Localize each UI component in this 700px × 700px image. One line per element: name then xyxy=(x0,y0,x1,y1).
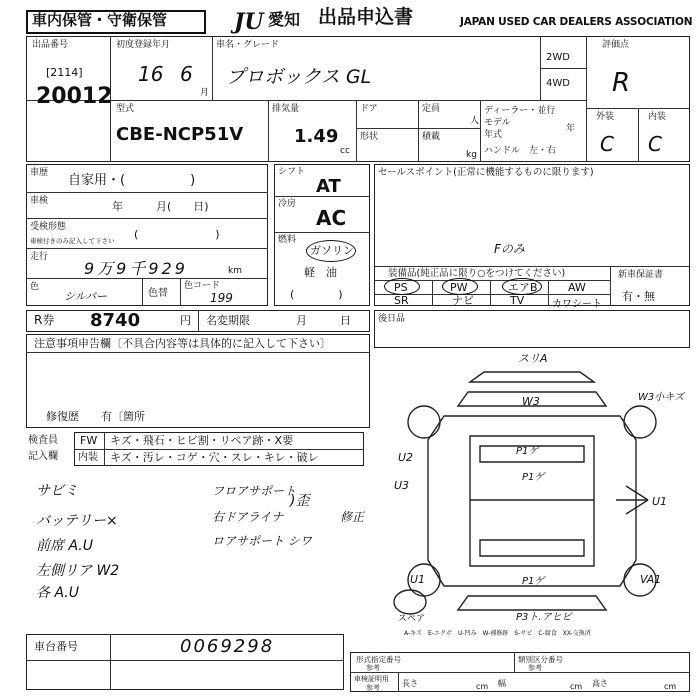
int-value: C xyxy=(648,132,662,156)
note-repair: 修正 xyxy=(340,510,365,524)
inspect-value: 年 月( 日) xyxy=(112,200,209,213)
cm-unit-1: cm xyxy=(476,682,489,691)
equip-ps-circle xyxy=(384,278,420,295)
color-label: 色 xyxy=(30,282,40,292)
cm-unit-3: cm xyxy=(664,682,677,691)
chassis-value: 0069298 xyxy=(180,636,275,657)
chassis-label: 車台番号 xyxy=(34,640,78,653)
drive-4wd: 4WD xyxy=(546,78,570,89)
note-right-2: 右ドアライナ xyxy=(212,510,284,524)
rear-window xyxy=(480,540,584,556)
drive-2wd: 2WD xyxy=(546,52,570,63)
model-label: モデル xyxy=(484,118,511,128)
shape-sub: 参考 xyxy=(366,664,380,672)
namechange-value: 月 日 xyxy=(296,314,351,327)
disp-label: 排気量 xyxy=(272,104,300,114)
colorcode-value: 199 xyxy=(210,291,233,305)
reg-month: 6 xyxy=(180,62,193,86)
equip-tv: TV xyxy=(510,294,525,307)
class-label: 類別区分番号 xyxy=(518,655,563,664)
equip-airbag: エアB xyxy=(508,281,538,294)
disp-value: 1.49 xyxy=(294,126,339,147)
mark-p1-1: P1ゲ xyxy=(516,446,539,457)
lot-sub: [2114] xyxy=(46,66,83,79)
color-value: シルバー xyxy=(64,290,107,303)
recv-sub: 車検付きのみ記入して下さい xyxy=(30,237,115,245)
body-outline xyxy=(428,416,636,586)
mileage-value: 9万9千929 xyxy=(84,259,188,278)
fuel-paren: ( ) xyxy=(290,288,343,301)
fuel-label: 燃料 xyxy=(278,235,297,245)
sales-title: セールスポイント(正常に機能するものに限ります) xyxy=(378,167,594,178)
association-name: JAPAN USED CAR DEALERS ASSOCIATION xyxy=(460,16,693,28)
length-label: 長さ xyxy=(402,679,418,688)
ext-label: 外装 xyxy=(596,112,615,122)
grade-value: R xyxy=(612,68,631,98)
repair-label: 修復歴 有〔箇所 xyxy=(46,410,145,423)
note-left-1: サビミ xyxy=(36,483,78,499)
type-label: 型式 xyxy=(116,104,135,114)
mark-roof: スリA xyxy=(518,352,548,365)
note-right-1: フロアサポート xyxy=(212,484,297,498)
equip-seat: カワシート xyxy=(552,299,602,310)
ext-value: C xyxy=(600,132,614,156)
door-label: ドア xyxy=(360,104,378,114)
equip-pw: PW xyxy=(450,281,468,294)
class-sub: 参考 xyxy=(528,664,542,672)
shift-label: シフト xyxy=(278,167,306,177)
mark-p1-3: P1ゲ xyxy=(522,576,545,587)
reg-label: 初度登録年月 xyxy=(116,40,171,50)
mark-u3: U3 xyxy=(394,479,410,492)
history-label: 車歴 xyxy=(30,168,49,178)
notes-title: 注意事項申告欄〔不具合内容等は具体的に記入して下さい〕 xyxy=(34,337,331,350)
note-left-2: バッテリー× xyxy=(36,513,118,529)
remarks-block xyxy=(374,310,690,348)
roof-top xyxy=(470,372,594,382)
mark-p1-2: P1ゲ xyxy=(522,472,545,483)
fuel-alt: 軽 油 xyxy=(304,266,337,279)
load-unit: kg xyxy=(466,150,477,160)
fw-items: キズ・飛石・ヒビ割・リペア跡・X要 xyxy=(110,434,294,447)
equip-title: 装備品(純正品に限り○をつけてください) xyxy=(388,268,566,279)
cm-unit-2: cm xyxy=(570,682,583,691)
height-label: 高さ xyxy=(592,679,608,688)
shift-value: AT xyxy=(316,176,341,197)
fw-label: FW xyxy=(80,434,98,447)
mileage-label: 走行 xyxy=(30,252,49,262)
note-left-3: 前席 A.U xyxy=(36,538,93,554)
entry-label: 記入欄 xyxy=(28,451,58,462)
mark-w3: W3 xyxy=(522,395,540,408)
lot-number: 20012 xyxy=(36,84,113,109)
equip-aw: AW xyxy=(568,281,586,294)
form-title: 出品申込書 xyxy=(318,6,414,28)
int-label: 内装 xyxy=(648,112,667,122)
rcoupon-value: 8740 xyxy=(90,310,141,331)
shape-label-bottom: 形式指定番号 xyxy=(356,655,401,664)
type-value: CBE-NCP51V xyxy=(116,124,244,145)
colorchange-label: 色替 xyxy=(148,288,168,299)
inspect-label: 車検 xyxy=(30,196,49,206)
cap-unit: 人 xyxy=(470,116,480,126)
note-right-3: ロアサポート シワ xyxy=(212,534,312,548)
note-left-4: 左側リア W2 xyxy=(36,563,120,579)
ju-logo: JU xyxy=(234,9,264,35)
yen-unit: 円 xyxy=(180,314,191,327)
storage-title: 車内保管・守衛保管 xyxy=(32,11,168,29)
remarks-label: 後日品 xyxy=(378,314,406,324)
note-left-5: 各 A.U xyxy=(36,585,79,601)
history-value: 自家用・( ) xyxy=(68,173,196,188)
warranty-value: 有・無 xyxy=(622,290,655,303)
car-name: プロボックス GL xyxy=(226,66,372,88)
mark-p3: P3ト.アヒビ xyxy=(516,612,572,623)
cap-label: 定員 xyxy=(422,104,441,114)
reg-year: 16 xyxy=(138,62,164,86)
year-unit: 年 xyxy=(566,124,576,134)
dealer-label: ディーラー・並行 xyxy=(484,106,556,116)
mark-spare: スペア xyxy=(398,614,426,624)
width-label: 幅 xyxy=(498,679,506,688)
front-only-note: Fのみ xyxy=(494,242,525,256)
disp-unit: cc xyxy=(340,146,350,156)
tire-fl xyxy=(408,406,440,438)
cert-sub: 参考 xyxy=(366,684,380,692)
mark-va1: VA1 xyxy=(640,573,662,586)
colorcode-label: 色コード xyxy=(184,281,221,291)
mark-w3-small: W3小キズ xyxy=(638,392,685,403)
equip-sr: SR xyxy=(394,294,409,307)
model-year-label: 年式 xyxy=(484,130,503,140)
diagram-legend: A-キズ E-エクボ U-凹み W-補修跡 S-サビ C-腐食 XX-交換済 xyxy=(404,630,591,637)
rear-bumper xyxy=(458,596,606,610)
mileage-unit: km xyxy=(228,266,242,276)
int-check-label: 内装 xyxy=(78,452,98,463)
note-bracket: )歪 xyxy=(290,493,310,509)
equip-airbag-circle xyxy=(502,278,542,295)
recv-value: ( ) xyxy=(134,228,220,241)
warranty-label: 新車保証書 xyxy=(618,270,664,280)
cert-label: 車検証明用 xyxy=(354,675,389,683)
equip-ps: PS xyxy=(394,281,408,294)
grade-label: 評価点 xyxy=(602,40,630,50)
shape-label: 形状 xyxy=(360,132,379,142)
name-label: 車名・グレード xyxy=(216,40,280,50)
load-label: 積載 xyxy=(422,132,441,142)
equip-pw-circle xyxy=(442,278,478,295)
ac-value: AC xyxy=(316,206,347,230)
recv-label: 受検形態 xyxy=(30,222,67,232)
mark-u1-right: U1 xyxy=(652,495,668,508)
handle-label: ハンドル 左・右 xyxy=(484,146,557,156)
tire-fr xyxy=(624,406,656,438)
mark-u2: U2 xyxy=(398,451,414,464)
checker-label: 検査員 xyxy=(28,435,58,446)
org-name: 愛知 xyxy=(268,10,301,29)
spare-tire xyxy=(394,590,426,614)
namechange-label: 名変期限 xyxy=(206,314,250,327)
rcoupon-label: R券 xyxy=(34,313,55,327)
reg-month-unit: 月 xyxy=(200,88,210,98)
int-items: キズ・汚レ・コゲ・穴・スレ・キレ・破レ xyxy=(110,451,319,464)
equip-navi: ナビ xyxy=(452,294,474,307)
ac-label: 冷房 xyxy=(278,199,297,209)
lot-label: 出品番号 xyxy=(32,40,69,50)
mark-u1-left: U1 xyxy=(410,573,426,586)
fuel-value: ガソリン xyxy=(310,244,354,257)
